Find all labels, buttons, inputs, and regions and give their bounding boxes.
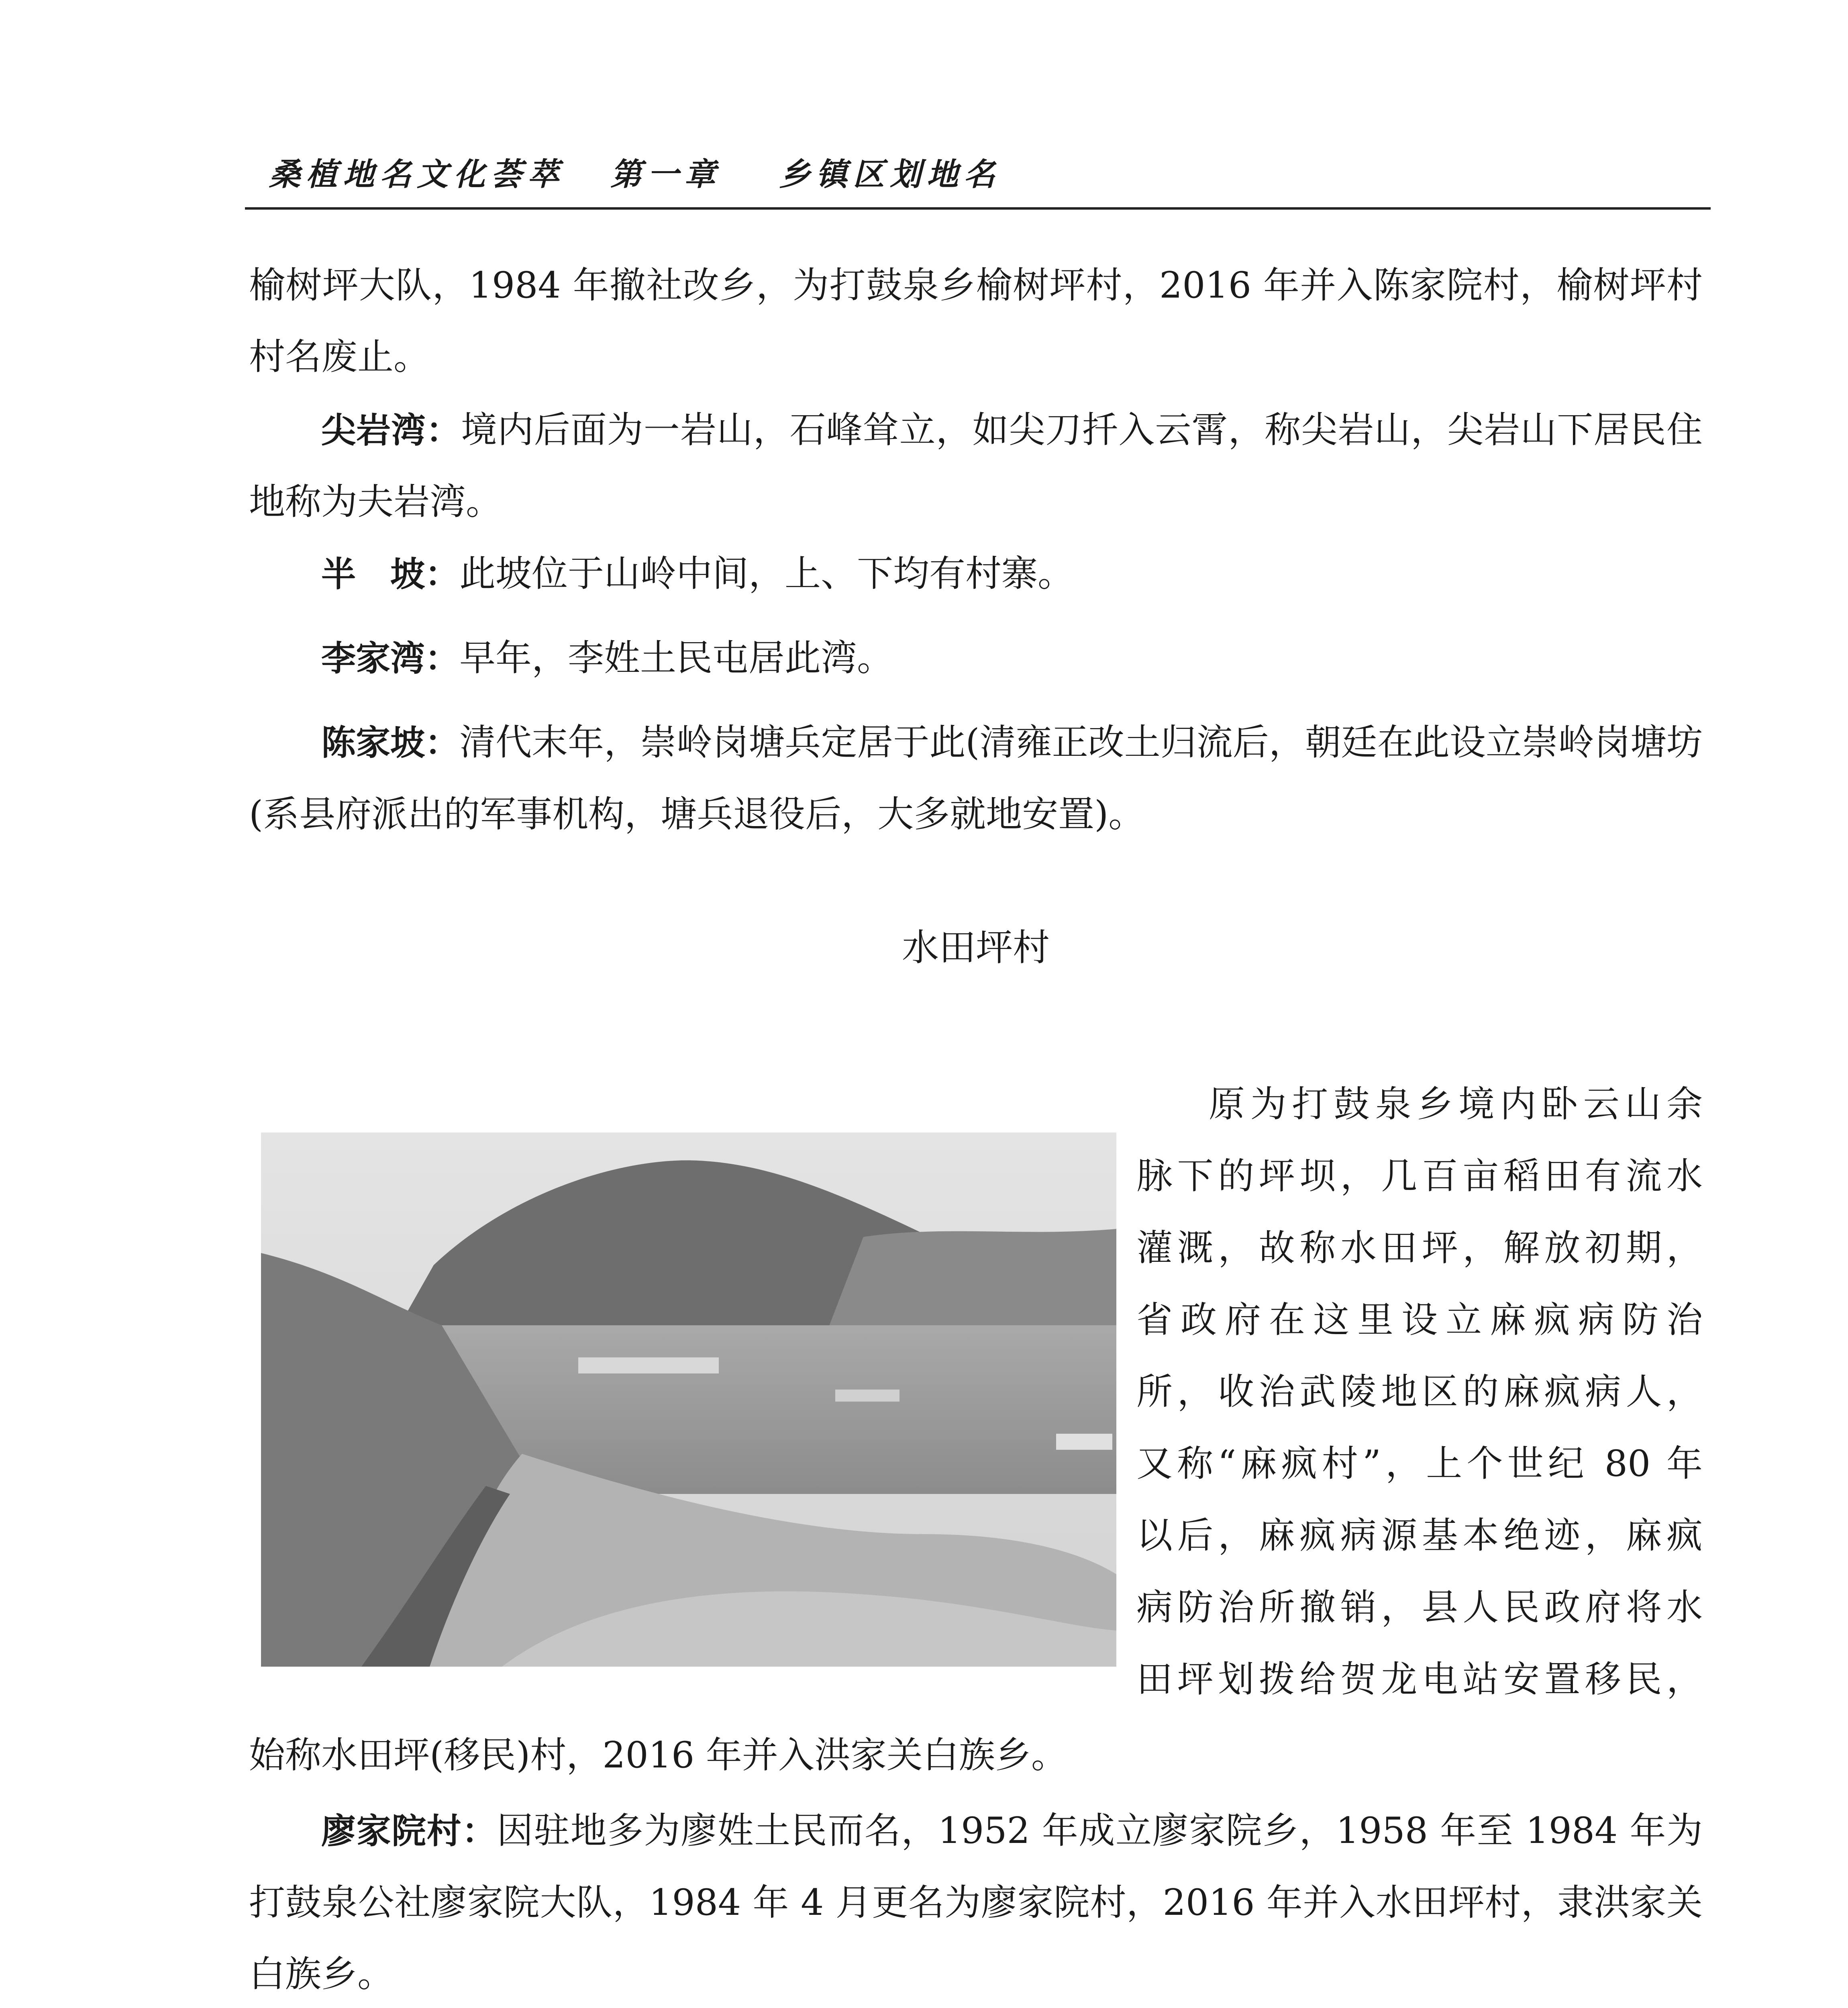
- entry-banpo: [249, 538, 1703, 610]
- entry-chenjiapo: [249, 707, 1703, 850]
- header-chapter: 第一章: [610, 156, 722, 193]
- side-line: 原为打鼓泉乡境内卧云山余: [1209, 1083, 1703, 1125]
- header-section: 乡镇区划地名: [779, 156, 1001, 193]
- side-line: 所，收治武陵地区的麻疯病人，: [1136, 1371, 1703, 1413]
- entry-text: 早年，李姓土民屯居此湾。: [459, 637, 893, 679]
- side-paragraph: [1136, 1068, 1703, 1715]
- side-line: 脉下的坪坝，几百亩稻田有流水: [1136, 1155, 1703, 1197]
- village-landscape-photo: [261, 1133, 1116, 1667]
- entry-text: 境内后面为一岩山，石峰耸立，如尖刀扦入云霄，称尖岩山，尖岩山下居民住地称为夫岩湾。: [249, 409, 1703, 523]
- header-rule: [245, 207, 1711, 210]
- side-line: 又称“麻疯村”，上个世纪 80 年: [1136, 1443, 1703, 1485]
- section-title: 水田坪村: [902, 926, 1050, 969]
- entry-term: 陈家坡：: [321, 723, 460, 763]
- entry-term: 半 坡：: [321, 554, 459, 594]
- entry-text: 因驻地多为廖姓土民而名，1952 年成立廖家院乡，1958 年至 1984 年为打鼓泉公社廖家院大队，1984 年 4 月更名为廖家院村，2016 年并入水田坪村，隶洪家关白族乡。: [249, 1810, 1703, 1995]
- entry-liaojiayuan: [249, 1795, 1703, 2008]
- side-line: 省政府在这里设立麻疯病防治: [1136, 1299, 1703, 1341]
- side-line: 以后，麻疯病源基本绝迹，麻疯: [1136, 1514, 1703, 1557]
- side-line: 病防治所撤销，县人民政府将水: [1136, 1586, 1703, 1628]
- landscape-image: [261, 1133, 1116, 1667]
- side-line: 灌溉，故称水田坪，解放初期，: [1136, 1227, 1703, 1269]
- entry-term: 李家湾：: [321, 639, 459, 679]
- side-line: 田坪划拨给贺龙电站安置移民，: [1136, 1658, 1703, 1700]
- continuation-paragraph: 榆树坪大队，1984 年撤社改乡，为打鼓泉乡榆树坪村，2016 年并入陈家院村，榆树坪村村名废止。: [249, 264, 1703, 378]
- entry-term: 尖岩湾：: [321, 410, 461, 451]
- entry-lijiawan: [249, 622, 1703, 694]
- running-header: [249, 149, 1703, 194]
- entry-term: 廖家院村：: [321, 1811, 497, 1851]
- entry-text: 清代末年，崇岭岗塘兵定居于此(清雍正改土归流后，朝廷在此设立崇岭岗塘坊(系县府派出的军事机构，塘兵退役后，大多就地安置)。: [249, 721, 1703, 835]
- entry-text: 此坡位于山岭中间，上、下均有村寨。: [459, 553, 1074, 595]
- side-continuation: 始称水田坪(移民)村，2016 年并入洪家关白族乡。: [249, 1734, 1067, 1776]
- entry-jianyanwan: [249, 394, 1703, 538]
- header-book-title: 桑植地名文化荟萃: [269, 156, 565, 193]
